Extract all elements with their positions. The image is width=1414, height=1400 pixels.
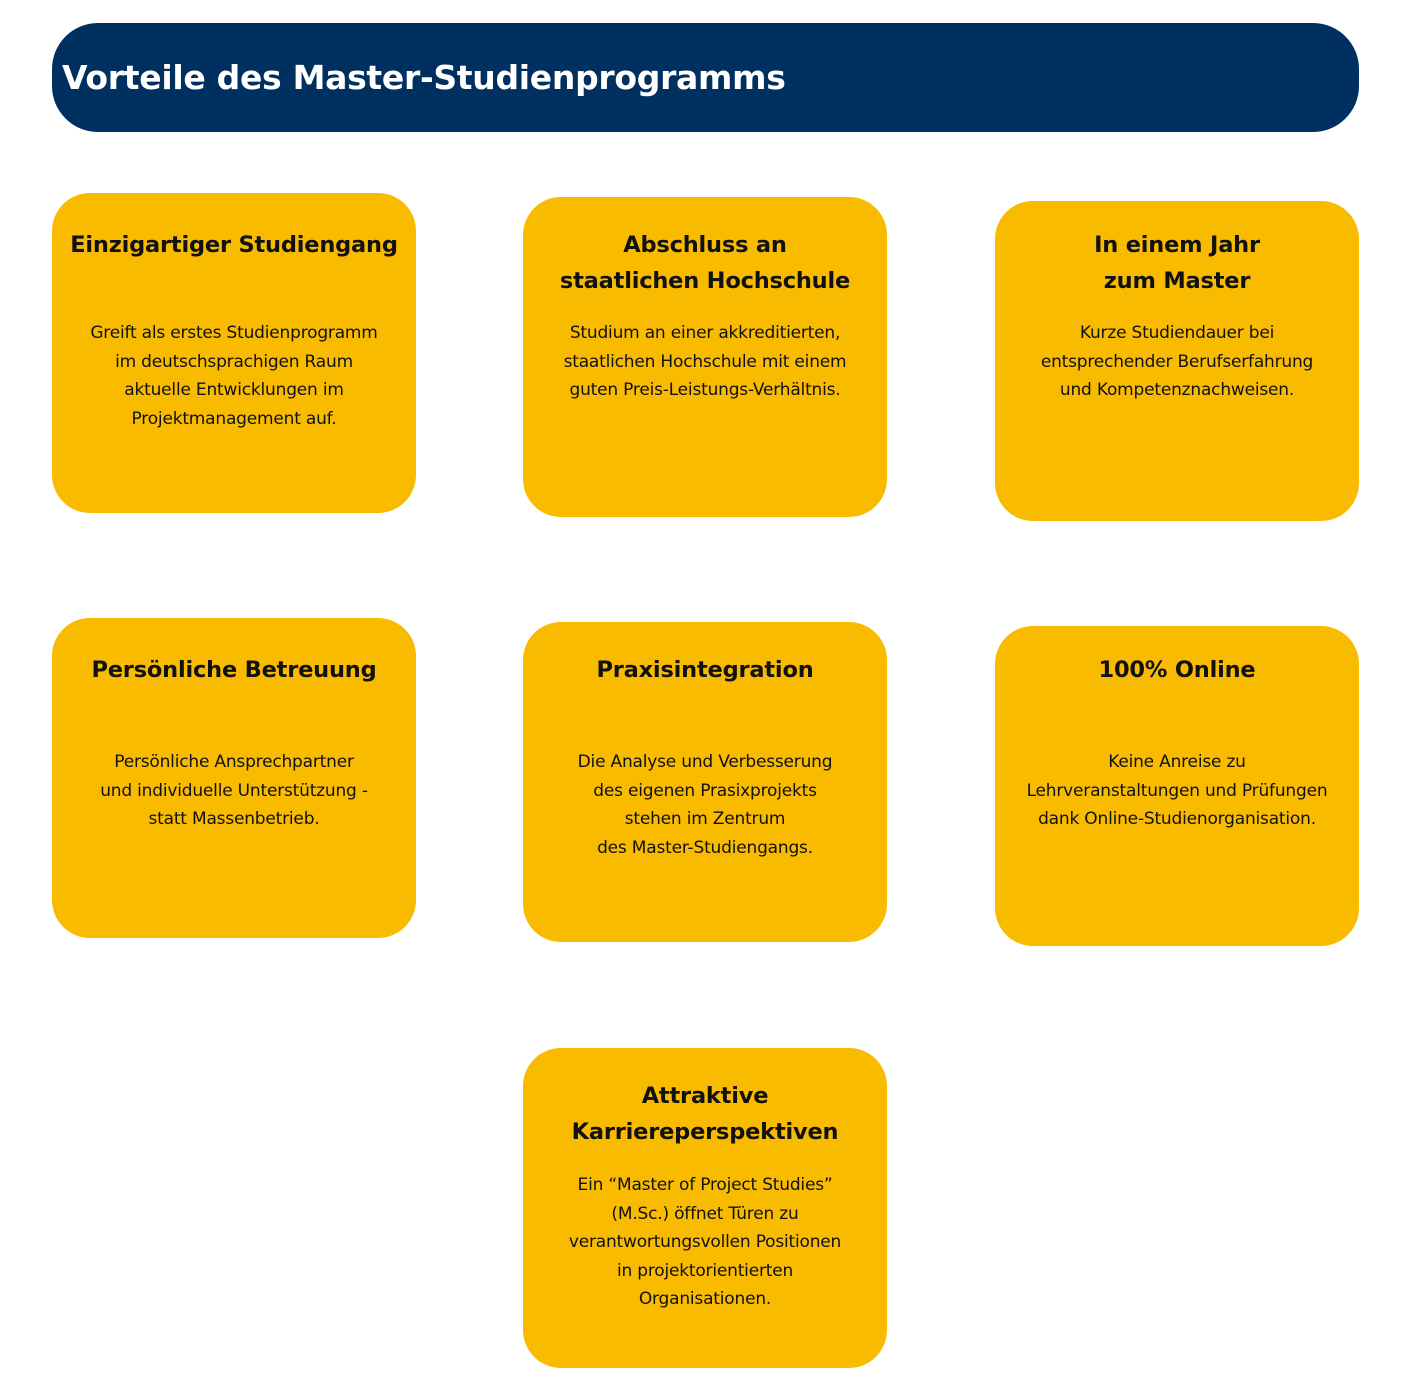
card-title: Abschluss an staatlichen Hochschule xyxy=(559,232,851,294)
page-title: Vorteile des Master-Studienprogramms xyxy=(62,58,786,97)
card-title: Praxisintegration xyxy=(596,657,814,683)
card-title: 100% Online xyxy=(1098,657,1256,683)
advantage-card-practice-integration xyxy=(523,622,887,942)
advantage-card-unique-program xyxy=(52,193,416,513)
advantage-card-state-university xyxy=(523,197,887,517)
card-title: Attraktive Karriereperspektiven xyxy=(571,1083,839,1145)
card-description: Ein “Master of Project Studies” (M.Sc.) öffnet Türen zu verantwortungsvollen Positionen in projektorientierten Organisationen. xyxy=(568,1175,842,1310)
card-description: Persönliche Ansprechpartner und individuelle Unterstützung - statt Massenbetrieb. xyxy=(100,752,368,830)
advantage-card-career xyxy=(523,1048,887,1368)
card-description: Studium an einer akkreditierten, staatlichen Hochschule mit einem guten Preis-Leistungs-Verhältnis. xyxy=(563,323,847,401)
card-title: Persönliche Betreuung xyxy=(91,657,377,683)
advantage-card-one-year xyxy=(995,201,1359,521)
card-description: Keine Anreise zu Lehrveranstaltungen und Prüfungen dank Online-Studienorganisation. xyxy=(1026,752,1328,830)
advantage-card-personal-support xyxy=(52,618,416,938)
advantage-card-online xyxy=(995,626,1359,946)
card-description: Die Analyse und Verbesserung des eigenen Prasixprojekts stehen im Zentrum des Master-Studiengangs. xyxy=(577,752,833,858)
card-description: Greift als erstes Studienprogramm im deutschsprachigen Raum aktuelle Entwicklungen im Projektmanagement auf. xyxy=(90,323,378,429)
card-title: Einzigartiger Studiengang xyxy=(70,232,398,258)
title-banner xyxy=(52,23,1359,132)
card-description: Kurze Studiendauer bei entsprechender Berufserfahrung und Kompetenznachweisen. xyxy=(1040,323,1314,401)
card-title: In einem Jahr zum Master xyxy=(1094,232,1260,294)
